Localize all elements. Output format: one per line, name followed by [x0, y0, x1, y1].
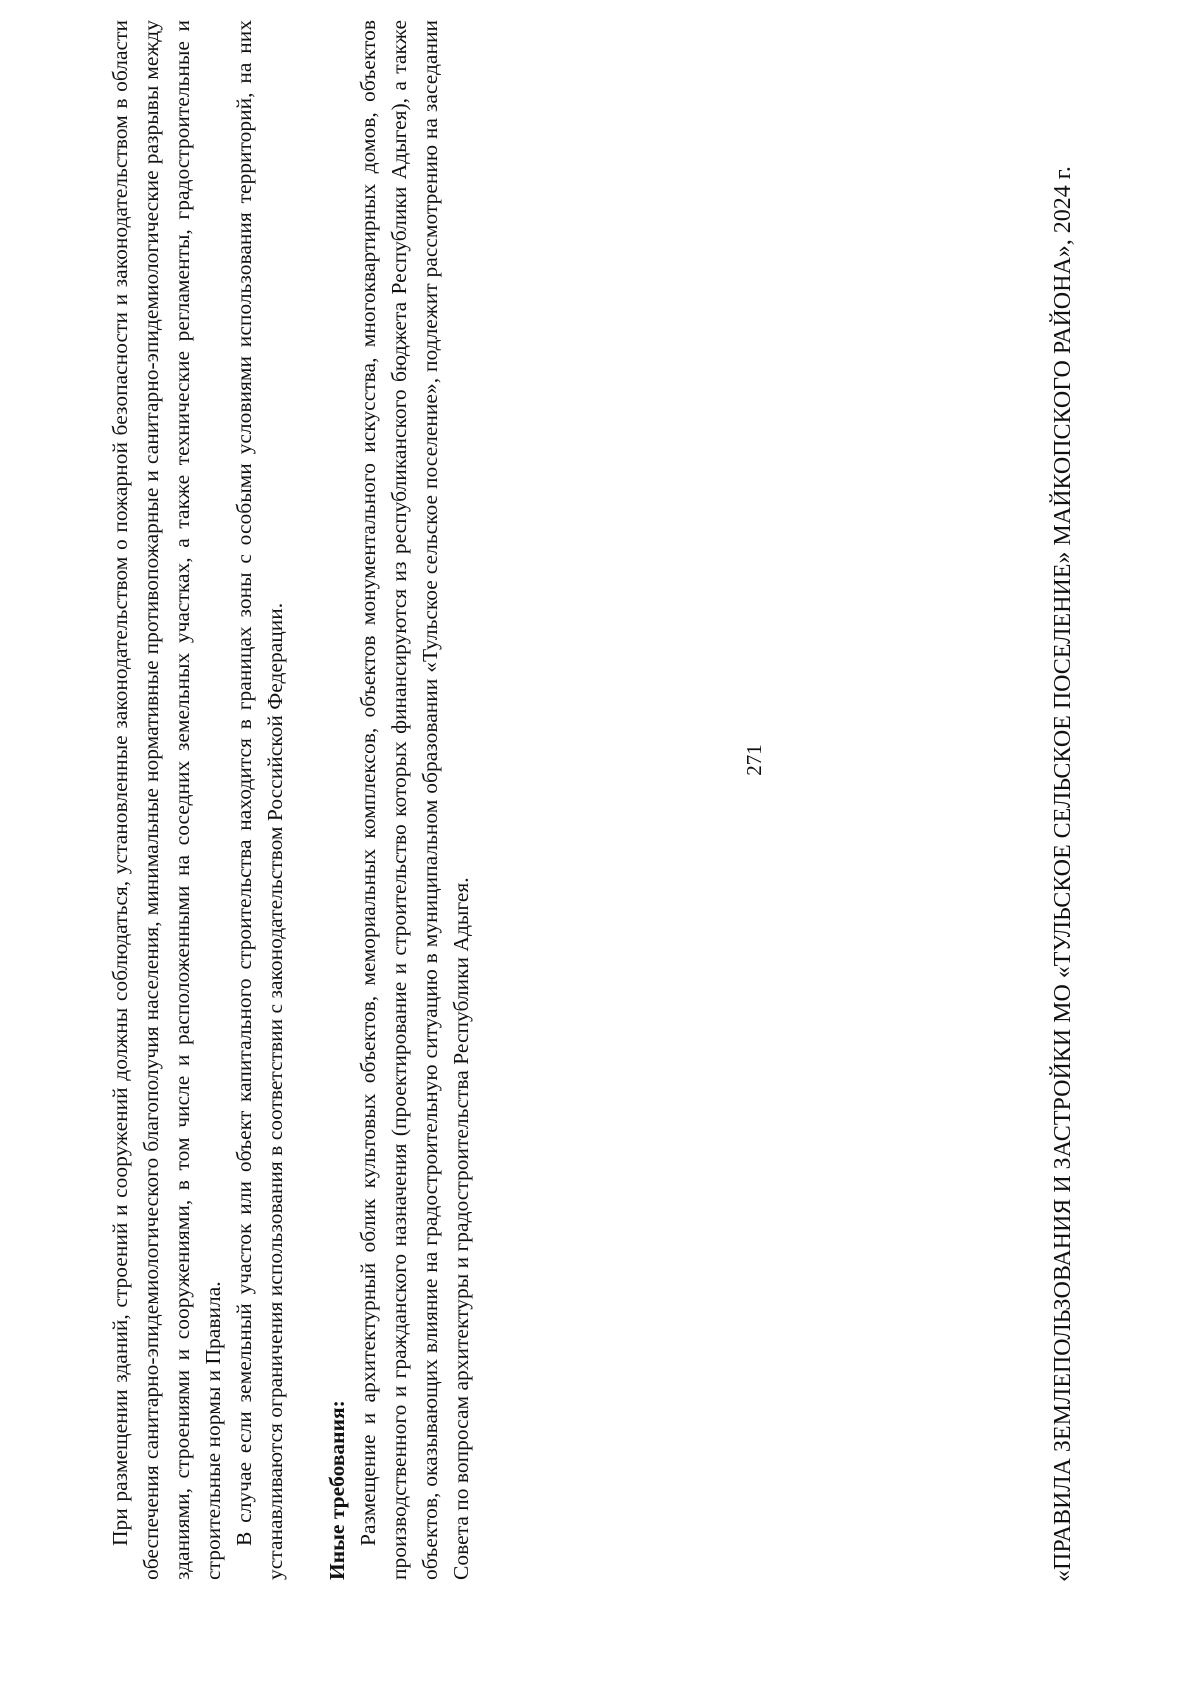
section-heading: Иные требования:: [325, 1400, 349, 1580]
page-number: 271: [742, 744, 766, 776]
paragraph-special-zones: В случае если земельный участок или объект капитального строительства находится в границах зоны с особыми условиями использования территорий, на них устанавливаются ограничения использования в соответствии с законодательством Российской Федерации.: [232, 20, 287, 1580]
body-text: [105, 20, 545, 1580]
document-footer: «ПРАВИЛА ЗЕМЛЕПОЛЬЗОВАНИЯ И ЗАСТРОЙКИ МО «ТУЛЬСКОЕ СЕЛЬСКОЕ ПОСЕЛЕНИЕ» МАЙКОПСКОГО РАЙОНА», 2024 г.: [1050, 166, 1076, 1582]
paragraph-fire-safety: При размещении зданий, строений и сооружений должны соблюдаться, установленные законодательством о пожарной безопасности и законодательством в области обеспечения санитарно-эпидемиологического благополучия населения, минимальные нормативные противопожарные и санитарно-эпидемиологические разрывы между зданиями, строениями и сооружениями, в том числе и расположенными на соседних земельных участках, а также технические регламенты, градостроительные и строительные нормы и Правила.: [108, 20, 225, 1580]
spacer: [291, 20, 322, 1580]
paragraph-other-requirements: Размещение и архитектурный облик культовых объектов, мемориальных комплексов, объектов монументального искусства, многоквартирных домов, объектов производственного и гражданского назначения (проектирование и строительство которых финансируются из республиканского бюджета Республики Адыгея), а также объектов, оказывающих влияние на градостроительную ситуацию в муниципальном образовании «Тульское сельское поселение», подлежит рассмотрению на заседании Совета по вопросам архитектуры и градостроительства Республики Адыгея.: [356, 20, 473, 1580]
